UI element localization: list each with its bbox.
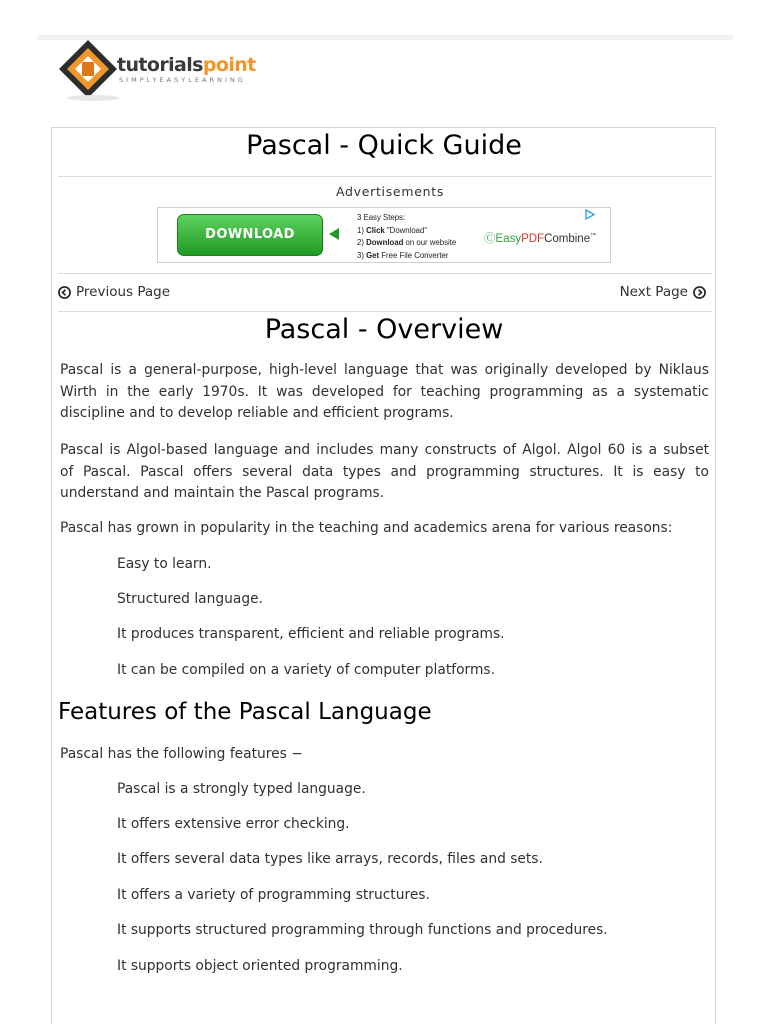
easypdf-leaf-icon: Ⓒ (484, 233, 496, 245)
ad-download-button[interactable]: DOWNLOAD (177, 214, 323, 256)
ad-step1-num: 1) (357, 225, 367, 235)
logo-emblem-icon (53, 36, 123, 102)
ad-brand-tm: ™ (590, 233, 597, 240)
next-page-label: Next Page (619, 284, 688, 300)
ad-step2-bold: Download (366, 238, 404, 247)
ad-brand-logo[interactable] (484, 230, 596, 246)
overview-paragraph-2 (60, 440, 709, 505)
overview-paragraph-1 (60, 360, 709, 425)
next-page-link[interactable] (620, 284, 706, 300)
arrow-left-circle-icon (58, 286, 71, 299)
list-item: It can be compiled on a variety of computer platforms. (117, 662, 495, 678)
previous-page-link[interactable] (58, 284, 170, 300)
ad-step3-bold: Get (366, 250, 380, 260)
ad-step1-bold: Click (366, 225, 385, 235)
adchoices-icon[interactable] (583, 209, 596, 220)
logo-word-point: point (202, 54, 256, 76)
ad-step3-num: 3) (357, 250, 367, 260)
logo-word-tutorials: tutorials (117, 54, 203, 76)
paragraph-line: Pascal is a general-purpose, high-level language that was originally developed by Niklaus (60, 362, 709, 378)
ad-step3-rest: Free File Converter (379, 250, 449, 260)
list-item: Pascal is a strongly typed language. (117, 781, 366, 797)
ad-step2-rest: on our website (403, 238, 457, 247)
list-item: It offers several data types like arrays, records, files and sets. (117, 851, 543, 867)
list-item: It offers extensive error checking. (117, 816, 350, 832)
list-item: Structured language. (117, 591, 263, 607)
list-item: It produces transparent, efficient and reliable programs. (117, 626, 505, 642)
features-intro (60, 744, 709, 766)
logo-wordmark (117, 54, 256, 76)
tutorialspoint-logo[interactable] (53, 36, 293, 102)
list-item: It supports structured programming through functions and procedures. (117, 922, 608, 938)
paragraph-line: of Pascal. Pascal offers several data types and programming structures. It is easy to (60, 463, 709, 480)
ad-steps (357, 212, 456, 262)
list-item: Easy to learn. (117, 556, 212, 572)
overview-heading: Pascal - Overview (264, 314, 504, 345)
ad-step2-num: 2) (357, 238, 367, 247)
ad-steps-heading: 3 Easy Steps: (357, 213, 406, 222)
ad-banner[interactable] (157, 207, 611, 263)
divider (58, 311, 712, 312)
ads-label: Advertisements (335, 184, 445, 199)
divider (58, 273, 712, 274)
list-item: It supports object oriented programming. (117, 958, 403, 974)
paragraph-line: discipline and to develop reliable and efficient programs. (60, 405, 454, 421)
paragraph-line: Pascal is Algol-based language and includes many constructs of Algol. Algol 60 is a subset (60, 442, 709, 458)
paragraph-line: Pascal has grown in popularity in the teaching and academics arena for various reasons: (60, 520, 673, 536)
ad-arrow-icon (329, 228, 339, 240)
paragraph-line: Wirth in the early 1970s. It was developed for teaching programming as a systematic (60, 383, 709, 400)
overview-paragraph-3 (60, 518, 709, 540)
arrow-right-circle-icon (693, 286, 706, 299)
features-heading: Features of the Pascal Language (58, 699, 432, 725)
paragraph-line: understand and maintain the Pascal programs. (60, 485, 385, 501)
paragraph-line: Pascal has the following features − (60, 746, 303, 762)
list-item: It offers a variety of programming structures. (117, 887, 430, 903)
ad-step1-rest: "Download" (384, 225, 428, 235)
page-title: Pascal - Quick Guide (246, 130, 522, 161)
previous-page-label: Previous Page (76, 284, 171, 300)
ad-brand-easy: Easy (495, 233, 522, 245)
logo-tagline: SIMPLYEASYLEARNING (119, 76, 246, 84)
ad-brand-combine: Combine (544, 233, 591, 245)
divider (58, 176, 712, 177)
ad-brand-pdf: PDF (521, 233, 545, 245)
